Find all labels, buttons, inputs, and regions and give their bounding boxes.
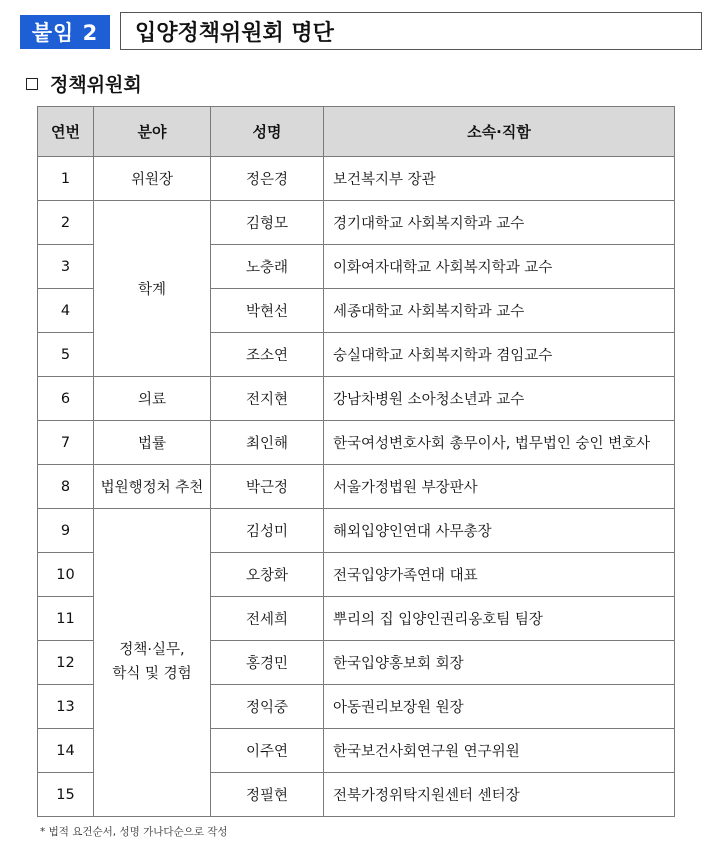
- table-header-row: [38, 107, 675, 157]
- member-name: 박근정: [211, 465, 324, 509]
- member-name: 홍경민: [211, 641, 324, 685]
- row-number: 7: [38, 421, 94, 465]
- row-number: 11: [38, 597, 94, 641]
- member-affiliation: 전국입양가족연대 대표: [324, 553, 675, 597]
- member-affiliation: 아동권리보장원 원장: [324, 685, 675, 729]
- section-heading: [26, 70, 142, 97]
- table-row: [38, 377, 675, 421]
- row-number: 4: [38, 289, 94, 333]
- column-header-field: 분야: [94, 107, 211, 157]
- column-header-name: 성명: [211, 107, 324, 157]
- member-name: 정필현: [211, 773, 324, 817]
- square-bullet-icon: [26, 78, 38, 90]
- committee-table: [37, 106, 675, 817]
- page-title: 입양정책위원회 명단: [120, 12, 702, 50]
- member-affiliation: 이화여자대학교 사회복지학과 교수: [324, 245, 675, 289]
- row-number: 5: [38, 333, 94, 377]
- member-name: 정은경: [211, 157, 324, 201]
- member-affiliation: 한국보건사회연구원 연구위원: [324, 729, 675, 773]
- table-row: [38, 509, 675, 553]
- table-row: [38, 465, 675, 509]
- member-affiliation: 전북가정위탁지원센터 센터장: [324, 773, 675, 817]
- member-affiliation: 보건복지부 장관: [324, 157, 675, 201]
- row-number: 8: [38, 465, 94, 509]
- footnote: * 법적 요건순서, 성명 가나다순으로 작성: [40, 826, 228, 838]
- field-cell: 법률: [94, 421, 211, 465]
- member-name: 조소연: [211, 333, 324, 377]
- row-number: 10: [38, 553, 94, 597]
- field-label-line: 정책·실무,: [119, 642, 185, 659]
- member-name: 전지현: [211, 377, 324, 421]
- column-header-affiliation: 소속·직함: [324, 107, 675, 157]
- member-name: 이주연: [211, 729, 324, 773]
- column-header-number: 연번: [38, 107, 94, 157]
- member-name: 김형모: [211, 201, 324, 245]
- row-number: 1: [38, 157, 94, 201]
- document-header: [20, 12, 702, 52]
- field-cell: 의료: [94, 377, 211, 421]
- member-affiliation: 숭실대학교 사회복지학과 겸임교수: [324, 333, 675, 377]
- member-affiliation: 해외입양인연대 사무총장: [324, 509, 675, 553]
- member-affiliation: 한국여성변호사회 총무이사, 법무법인 숭인 변호사: [324, 421, 675, 465]
- row-number: 14: [38, 729, 94, 773]
- table-row: [38, 201, 675, 245]
- member-name: 정익중: [211, 685, 324, 729]
- field-label-line: 학식 및 경험: [112, 665, 192, 682]
- member-affiliation: 뿌리의 집 입양인권리옹호팀 팀장: [324, 597, 675, 641]
- row-number: 15: [38, 773, 94, 817]
- member-name: 박현선: [211, 289, 324, 333]
- row-number: 12: [38, 641, 94, 685]
- field-cell: 법원행정처 추천: [94, 465, 211, 509]
- member-name: 전세희: [211, 597, 324, 641]
- member-name: 최인해: [211, 421, 324, 465]
- row-number: 2: [38, 201, 94, 245]
- member-affiliation: 경기대학교 사회복지학과 교수: [324, 201, 675, 245]
- field-cell: [94, 509, 211, 817]
- member-name: 노충래: [211, 245, 324, 289]
- field-cell: 위원장: [94, 157, 211, 201]
- member-name: 오창화: [211, 553, 324, 597]
- field-cell: 학계: [94, 201, 211, 377]
- table-row: [38, 421, 675, 465]
- member-affiliation: 서울가정법원 부장판사: [324, 465, 675, 509]
- member-affiliation: 한국입양홍보회 회장: [324, 641, 675, 685]
- row-number: 9: [38, 509, 94, 553]
- member-affiliation: 세종대학교 사회복지학과 교수: [324, 289, 675, 333]
- member-name: 김성미: [211, 509, 324, 553]
- section-title-text: 정책위원회: [50, 74, 142, 96]
- table-row: [38, 157, 675, 201]
- member-affiliation: 강남차병원 소아청소년과 교수: [324, 377, 675, 421]
- attachment-badge: 붙임 2: [20, 15, 110, 49]
- row-number: 13: [38, 685, 94, 729]
- row-number: 3: [38, 245, 94, 289]
- row-number: 6: [38, 377, 94, 421]
